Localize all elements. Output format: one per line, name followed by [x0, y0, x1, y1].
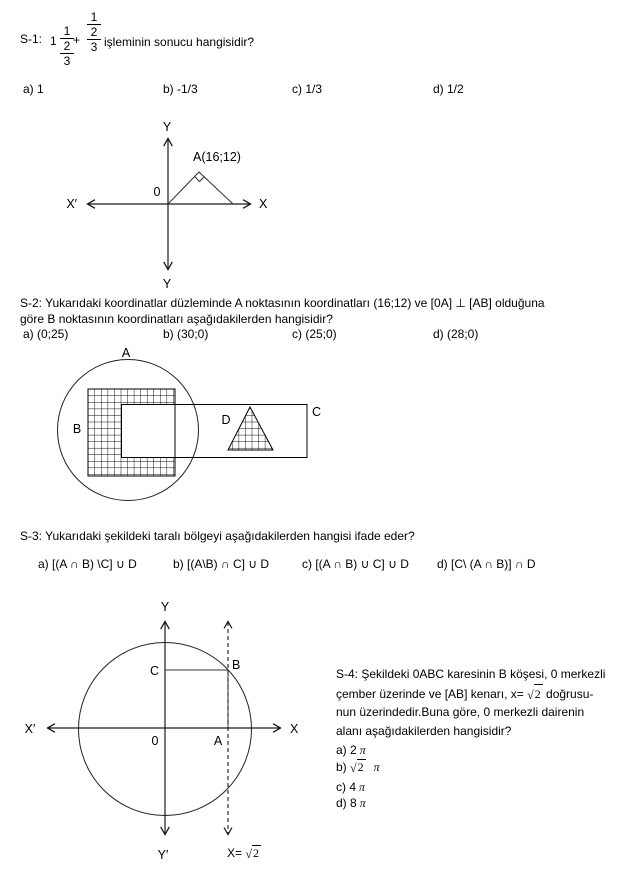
s1-frac1-den-num: 2	[60, 38, 74, 53]
option-s3-a: a) [(A ∩ B) \C] ∪ D	[38, 557, 137, 571]
d1-label-point-a: A(16;12)	[193, 150, 241, 164]
d2-rectangle-c	[122, 405, 308, 458]
pi-symbol: π	[373, 760, 380, 774]
option-s4-c	[336, 780, 365, 795]
d3-line-eq-prefix: X=	[227, 846, 246, 860]
d3-label-a: A	[213, 734, 223, 748]
s1-frac1-den-den: 3	[60, 53, 74, 68]
d2-label-a: A	[121, 346, 131, 360]
s4-line2-pre: çember üzerinde ve [AB] kenarı, x=	[336, 686, 528, 701]
d1-label-y-top: Y	[162, 120, 172, 134]
d3-label-x-left: X′	[24, 722, 36, 736]
d2-label-c: C	[312, 405, 322, 419]
radicand: 2	[252, 846, 259, 860]
d1-label-origin: 0	[153, 185, 161, 199]
d3-label-origin: 0	[151, 734, 159, 748]
option-s4-a	[336, 743, 366, 758]
radicand: 2	[534, 684, 543, 704]
option-s1-d: d) 1/2	[433, 82, 464, 96]
sqrt-2	[527, 684, 543, 704]
option-s3-d: d) [C\ (A ∩ B)] ∩ D	[437, 557, 536, 571]
question-s1-label: S-1:	[20, 32, 43, 46]
question-s2-line1: S-2: Yukarıdaki koordinatlar düzleminde A noktasının koordinatları (16;12) ve [0A] ⊥ [AB] olduğuna	[20, 296, 545, 310]
option-s2-d: d) (28;0)	[433, 327, 479, 341]
s1-frac2-denominator: 3	[87, 39, 101, 54]
s1-fraction-2	[85, 10, 103, 54]
s4-line2-post: doğrusu-	[542, 686, 594, 701]
pi-symbol: π	[359, 743, 366, 757]
sqrt-2	[245, 845, 261, 861]
s1-whole-number: 1	[50, 34, 57, 48]
option-s4-b	[336, 759, 380, 775]
question-s1-text: işleminin sonucu hangisidir?	[104, 35, 255, 49]
question-s3-text: S-3: Yukarıdaki şekildeki taralı bölgeyi aşağıdakilerden hangisi ifade eder?	[20, 529, 415, 543]
option-s1-c: c) 1/3	[292, 82, 323, 96]
d1-triangle	[168, 172, 233, 204]
d3-label-c: C	[149, 664, 159, 678]
d3-square-0acb	[165, 670, 228, 728]
option-s2-a: a) (0;25)	[23, 327, 69, 341]
d1-label-y-bottom: Y	[162, 277, 172, 291]
d3-label-y-top: Y	[160, 600, 170, 614]
option-s1-b: b) -1/3	[163, 82, 198, 96]
diagram-sets	[0, 340, 340, 520]
radical-sign: √	[350, 761, 357, 775]
s1-frac2-num-num: 1	[90, 10, 98, 24]
d1-right-angle-mark	[195, 177, 205, 182]
radical-sign: √	[245, 847, 252, 861]
s1-frac1-numerator: 1	[63, 24, 71, 38]
d2-label-d: D	[221, 413, 231, 427]
option-s3-c: c) [(A ∩ B) ∪ C] ∪ D	[302, 557, 409, 571]
pi-symbol: π	[359, 780, 366, 794]
d3-label-b: B	[232, 658, 241, 672]
s1-operator: +	[73, 33, 81, 47]
d3-line-equation-label	[227, 845, 261, 861]
option-text: a) 2	[336, 743, 357, 757]
radical-sign: √	[527, 687, 534, 702]
sqrt-2	[350, 759, 366, 775]
d2-label-b: B	[72, 422, 82, 436]
d3-label-y-bottom: Y′	[157, 848, 169, 862]
diagram-circle-square	[0, 590, 330, 882]
option-s2-c: c) (25;0)	[292, 327, 337, 341]
question-s2-line2: göre B noktasının koordinatları aşağıdakilerden hangisidir?	[20, 311, 333, 326]
option-s4-d	[336, 796, 366, 811]
d1-label-x-left: X′	[66, 197, 77, 211]
option-text: b)	[336, 760, 351, 774]
d3-label-x-right: X	[290, 722, 299, 736]
s1-frac2-num-den: 2	[87, 24, 101, 39]
pi-symbol: π	[359, 796, 366, 810]
option-text: c) 4	[336, 780, 357, 794]
option-s2-b: b) (30;0)	[163, 327, 209, 341]
question-s4-line3: nun üzerindedir.Buna göre, 0 merkezli dairenin	[336, 705, 585, 719]
question-s4-line2	[336, 684, 636, 704]
radicand: 2	[357, 760, 364, 774]
question-s4-line1: S-4: Şekildeki 0ABC karesinin B köşesi, 0 merkezli	[336, 667, 606, 681]
question-s4-line4: alanı aşağıdakilerden hangisidir?	[336, 723, 512, 738]
d1-label-x-right: X	[259, 197, 268, 211]
option-s3-b: b) [(A\B) ∩ C] ∪ D	[173, 557, 270, 571]
option-s1-a: a) 1	[23, 82, 44, 96]
option-text: d) 8	[336, 796, 357, 810]
diagram-coordinate-triangle	[0, 110, 330, 300]
